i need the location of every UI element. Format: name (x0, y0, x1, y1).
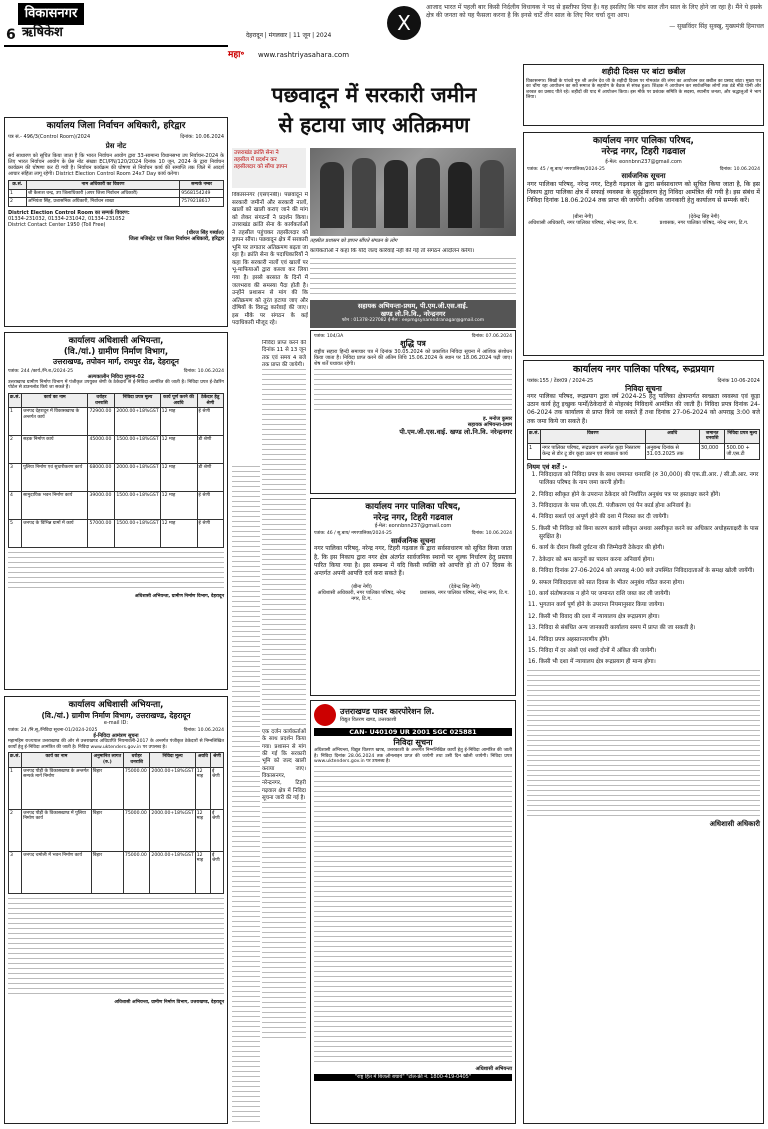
rw2-body: महामहिम राज्यपाल उत्तराखण्ड की ओर से उत्तराखण्ड अधिप्राप्ति नियमावली-2017 के अन्तर्गत पंजीकृत ठेकेदारों से निम्नलिखित कार्यों हेतु ई-निविदा आमंत्रित की जाती है। निविदा www.uktenders.gov.in पर उपलब्ध है। (8, 739, 224, 750)
rudra-table (527, 429, 760, 460)
shaheed-body: विकासनगर। सिखों के पांचवे गुरु श्री अर्जन देव जी के शहीदी दिवस पर गोमकांत की लंगर का आयोजन कर छबील का प्रसाद बांटा। मुख्य पथ का चौंगा रहा आयोजन का सर्व समाज के सहयोग के बैठक से संपन्न हुआ। शिक्षक ने आयोजन कर सार्वजनिक लोगों तक ठंडे मीठे पानी और शरबत का प्रसाद पीते रहे। शहीदों की याद में आयोजन किया। इस मौके पर प्रबंधक समिति के सदस्य, स्थानीय जनता, और श्रद्धालुओं ने भाग लिया। (526, 79, 761, 101)
rw2-date: दिनांक: 10.06.2024 (183, 728, 224, 733)
corr-label: पत्रांक: 104/3A (314, 334, 344, 339)
news-column-2 (310, 248, 516, 298)
rw2-title: कार्यालय अधिशासी अभियन्ता, (68, 700, 164, 710)
rw1-title2: (वि./यां.) ग्रामीण निर्माण विभाग, (63, 346, 169, 357)
col-header: धरोहर धनराशि (123, 753, 150, 767)
narrow-text-2: एक दर्जन कार्यकर्ताओं के साथ प्रदर्शन किया गया। प्रशासन से मांग की गई कि सरकारी भूमि को जल्द खाली कराया जाए। विकासनगर, नरेन्द्रनगर, टिहरी गढ़वाल क्षेत्र में निविदा सूचना जारी की गई है। (262, 729, 306, 801)
col-header: क्र.सं. (9, 393, 22, 407)
rw2-title2: (वि./यां.) ग्रामीण निर्माण विभाग, उत्तराखण्ड, देहरादून (41, 710, 191, 720)
npp-tehri2-body: नगर पालिका परिषद्, नरेन्द्र नगर, टिहरी गढ़वाल के द्वारा सर्वसाधारण को सूचित किया जाता है, कि इस निकाय द्वारा नगर क्षेत्र अंतर्गत सार्वजनिक स्थानों पर शुल्क निर्धारण हेतु प्रस्ताव पारित किया गया है। इस सम्बन्ध में यदि किसी व्यक्ति को आपत्ति हो तो 07 दिवस के अन्तर्गत अपनी आपत्ति दर्ज करा सकते हैं। (314, 545, 512, 577)
rudra-title: कार्यालय नगर पालिका परिषद, रूद्रप्रयाग (573, 364, 714, 375)
election-title: कार्यालय जिला निर्वाचन अधिकारी, हरिद्वार (46, 121, 186, 131)
upcl-notice (310, 700, 516, 1124)
list-item: 11. भुगतान कार्य पूर्ण होने के उपरान्त नियमानुसार किया जायेगा। (539, 601, 760, 609)
headline-bullets (232, 148, 306, 188)
npp-tehri-title: कार्यालय नगर पालिका परिषद, (593, 136, 694, 146)
shaheed-title: शहीदी दिवस पर बांटा छबील (601, 67, 686, 76)
rw1-date: दिनांक: 10.06.2024 (183, 368, 224, 374)
rudra-ref: पत्रांक:155 / टेंडर09 / 2024-25 (527, 377, 594, 384)
upcl-slogan: "राष्ट्र हित में बिजली बचायें" "टोल-फ्री नं. 1800-419-0405" (314, 1074, 512, 1080)
narrow-text-1: निविदा प्राप्त करने की दिनांक 11 से 13 जून तक एवं समय 4 बजे तक प्राप्त की जायेगी। (262, 340, 306, 368)
npp-tehri-ref: पत्रांक: 45 / सू.बाय/ नगरपालिका/2024-25 (527, 166, 605, 172)
col-header: निविदा मूल्य (150, 753, 195, 767)
election-ref: पत्र सं.- 496/3(Control Room)/2024 (8, 134, 91, 141)
corr-signer-desig: सहायक अभियन्ता-प्रथम (467, 422, 512, 429)
rural-works-notice-1 (4, 332, 228, 690)
corr-title: शुद्धि पत्र (400, 339, 426, 349)
table-row: 1 श्री कैलाश चन्द्र, उप जिलाधिकारी (अपर जिला निर्वाचन अधिकारी) 9568154249 (9, 189, 224, 198)
paper-name: विकासनगर (18, 3, 84, 25)
npp-tehri2-sig1: (बीना नेगी) (351, 583, 372, 590)
npp-rudraprayag-notice (523, 360, 764, 1124)
npp-tehri-email: ई-मेल: eonnbnn237@gmail.com (605, 158, 682, 165)
npp-tehri2-date: दिनांक: 10.06.2024 (471, 531, 512, 537)
corr-office: पी.एम.जी.एस.वाई. खण्ड लो.नि.वि. नरेन्द्रनगर (399, 428, 512, 437)
election-notice (4, 117, 228, 327)
election-date: दिनांक: 10.06.2024 (180, 134, 224, 141)
toll-free: District Contact Center 1950 (Toll Free) (8, 222, 106, 229)
col-header: ठेकेदार हेतु श्रेणी (197, 393, 224, 407)
npp-tehri-body: नगर पालिका परिषद्, नरेन्द्र नगर, टिहरी गढ़वाल के द्वारा सर्वसाधारण को सूचित किया जाता है, कि इस निकाय द्वारा पालिका क्षेत्र में सफाई व्यवस्था के सुदृढ़ीकरण हेतु निविदा आमंत्रित की गयी है। इस संबंध में निविदा दिनांक 18.06.2024 तक प्राप्त की जायेंगी। अधिक जानकारी हेतु कार्यालय से सम्पर्क करें। (527, 180, 760, 205)
main-headline (232, 80, 516, 146)
npp-tehri2-sig2: (देवेन्द्र सिंह नेगी) (449, 583, 480, 590)
col-header: धरोहर धनराशि (88, 393, 115, 407)
list-item: 8. निविदा दिनांक 27-06-2024 को अपराह्न 4:00 बजे उपस्थित निविदादाताओं के समक्ष खोली जायेंगी। (539, 567, 760, 575)
list-item: 2. निविदा स्वीकृत होने के उपरान्त ठेकेदार को निर्धारित अनुबंध पत्र पर हस्ताक्षर करने होंगे। (539, 491, 760, 499)
npp-tehri-title2: नरेन्द्र नगर, टिहरी गढवाल (601, 147, 686, 158)
col-header: निविदा प्रपत्र मूल्य (725, 429, 760, 443)
control-phones: 01334-231032, 01334-231042, 01334-231052 (8, 216, 125, 223)
corr-signer: ह. मनोज कुमार (483, 416, 512, 423)
rudra-terms-title: नियम एवं शर्तें :- (527, 462, 568, 471)
website: www.rashtriyasahara.com (258, 51, 350, 59)
npp-tehri-sig1-desig: अधिशासी अधिकारी, नगर पालिका परिषद, नरेन्द्र नगर, टि.ग. (527, 219, 638, 226)
list-item: 3. निविदादाता के पास जी.एस.टी. पंजीकरण एवं पैन कार्ड होना अनिवार्य है। (539, 502, 760, 510)
npp-tehri2-subtitle: सार्वजनिक सूचना (390, 536, 436, 545)
npp-tehri-notice (523, 132, 764, 356)
table-row: 4 सामुदायिक भवन निर्माण कार्य 39000.00 1500.00+18%GST 12 माह ई श्रेणी (9, 492, 224, 520)
masthead-left (4, 3, 228, 47)
headline-line1: पछवादून में सरकारी जमीन (271, 82, 477, 107)
col-header: जमानत धनराशि (699, 429, 725, 443)
control-room: District Election Control Room का सम्पर्क विवरण: (8, 210, 130, 217)
col-header: निविदा प्रपत्र मूल्य (115, 393, 160, 407)
npp-tehri-notice-2 (310, 498, 516, 696)
npp-tehri-subtitle: सार्वजनिक सूचना (621, 171, 666, 180)
list-item: 13. निविदा से संबंधित अन्य जानकारी कार्यालय समय में प्राप्त की जा सकती है। (539, 624, 760, 632)
rw1-title3: उत्तराखण्ड, तपोवन मार्ग, रायपुर रोड, देहरादून (53, 357, 179, 367)
table-row: 5 जनपद के विभिन्न ग्रामों में कार्य 57000.00 1500.00+18%GST 12 माह ई श्रेणी (9, 520, 224, 548)
list-item: 12. किसी भी विवाद की दशा में न्यायालय क्षेत्र रूद्रप्रयाग होगा। (539, 613, 760, 621)
col-header: क्र.सं. (528, 429, 541, 443)
pmgsy-subtitle: खण्ड लो.नि.वि., नरेन्द्रनगर (380, 310, 446, 319)
bullet-3: तहसीलदार को सौंपा ज्ञापन (234, 163, 288, 170)
bullet-1: उत्तराखंड क्रांति सेना ने (234, 150, 279, 156)
rw1-subtitle: अल्पकालीन निविदा सूचना-02 (87, 374, 145, 381)
pmgsy-title: सहायक अभियन्ता-प्रथम, पी.एम.जी.एस.वाई. (357, 302, 469, 310)
col-header: कार्य पूर्ण करने की अवधि (160, 393, 197, 407)
npp-tehri2-ref: पत्रांक: 46 / सू.बाय/ नगरपालिका/2024-25 (314, 531, 392, 537)
narrow-column (262, 340, 306, 1122)
table-row: 3 जनपद चमोली में भवन निर्माण कार्य बिहार 75000.00 2000.00+18%GST 12 माह ई श्रेणी (9, 851, 224, 893)
paper-sub: ऋषिकेश (22, 25, 63, 40)
table-row: 2 सड़क निर्माण कार्य 45000.00 1500.00+18%GST 12 माह डी श्रेणी (9, 436, 224, 464)
shaheed-box (523, 64, 764, 126)
list-item: 4. निविदा सशर्त एवं अपूर्ण होने की दशा में निरस्त कर दी जायेगी। (539, 513, 760, 521)
rural-works-notice-2 (4, 696, 228, 1124)
quote-author: — सुखविंदर सिंह सुक्खू, मुख्यमंत्री हिमाचल (669, 22, 764, 30)
dateline-bar (230, 30, 416, 46)
bullet-2: तहसील में प्रदर्शन कर (234, 156, 277, 163)
rw1-body: उत्तराखण्ड ग्रामीण निर्माण विभाग में पंजीकृत उपयुक्त श्रेणी के ठेकेदारों से ई-निविदा आमंत्रित की जाती है। निविदा प्रपत्र ई-टेंडरिंग पोर्टल से डाउनलोड किये जा सकते हैं। (8, 380, 224, 391)
rudra-subtitle: निविदा सूचना (625, 383, 662, 393)
table-row: 2 जनपद पौड़ी के विकासखण्ड में पुलिया निर्माण कार्य बिहार 75000.00 2000.00+18%GST 12 माह ई श्रेणी (9, 809, 224, 851)
rw2-subtitle: ई-निविदा आमंत्रण सूचना (93, 733, 139, 740)
npp-tehri-sig2-desig: प्रशासक, नगर पालिका परिषद, नरेन्द्र नगर, टि.ग. (659, 219, 749, 226)
npp-tehri2-sig1-desig: अधिशासी अधिकारी, नगर पालिका परिषद, नरेन्द्र नगर, टि.ग. (317, 589, 406, 602)
col-header: विवरण (541, 429, 645, 443)
upcl-title: उत्तराखण्ड पावर कारपोरेशन लि. (340, 707, 435, 716)
rudra-date: दिनांक 10-06-2024 (717, 377, 760, 384)
table-row: 1 जनपद पौड़ी के विकासखण्ड के अन्तर्गत सम्पर्क मार्ग निर्माण बिहार 75000.00 2000.00+18%GST 12 माह ई श्रेणी (9, 767, 224, 809)
rw2-footer: अधिशासी अभियन्ता, ग्रामीण निर्माण विभाग, उत्तराखण्ड, देहरादून (114, 999, 224, 1005)
col-header: अवधि (645, 429, 699, 443)
left-narrow-fill (232, 466, 260, 1122)
photo-caption: तहसील प्रशासन को ज्ञापन सौंपते संगठन के लोग (310, 238, 398, 244)
rw2-email: e-mail ID: (103, 720, 129, 726)
upcl-footer: अधिशासी अभियन्ता (475, 1066, 512, 1073)
quote-box (426, 4, 764, 58)
brand-logo: महा॰ (228, 50, 245, 60)
rudra-footer: अधिशासी अधिकारी (709, 819, 760, 828)
npp-tehri2-email: ई-मेल: eonnbnn237@gmail.com (374, 523, 452, 530)
rw1-footer: अधिशासी अभियन्ता, ग्रामीण निर्माण विभाग, देहरादून (134, 594, 224, 600)
col-header: क्र.सं. (9, 753, 22, 767)
headline-line2: से हटाया जाए अतिक्रमण (278, 112, 470, 137)
rw2-ref: पत्रांक: 24 /नि.सू./निविदा सूचना-01/2024-2025 (8, 728, 98, 733)
npp-tehri-date: दिनांक: 10.06.2024 (719, 166, 760, 172)
col-header: नाम अधिकारी का विवरण (26, 181, 179, 190)
npp-tehri2-sig2-desig: प्रशासक, नगर पालिका परिषद, नरेन्द्र नगर, टि.ग. (420, 589, 509, 596)
rudra-terms-list (527, 471, 760, 667)
upcl-logo-icon (314, 704, 336, 726)
list-item: 15. निविदा में दर अंकों एवं शब्दों दोनों में अंकित की जायेगी। (539, 647, 760, 655)
election-subtitle: प्रेस नोट (105, 142, 127, 151)
election-signer: (धीरज सिंह गर्ब्याल) (186, 230, 224, 237)
list-item: 7. ठेकेदार को श्रम कानूनों का पालन करना अनिवार्य होगा। (539, 556, 760, 564)
col-header: सम्पर्क नम्बर (180, 181, 224, 190)
list-item: 16. किसी भी दशा में न्यायालय क्षेत्र रूद्रप्रयाग ही मान्य होगा। (539, 658, 760, 666)
pmgsy-phone: फोन : 01378-227082 ई-मेल : eepmgsynarendranagar@gmail.com (341, 318, 485, 324)
list-item: 14. निविदा प्रपत्र अहस्तान्तरणीय होंगे। (539, 636, 760, 644)
news-photo (310, 148, 516, 236)
x-logo-icon: X (387, 6, 421, 40)
col-header: कार्य का नाम (22, 393, 88, 407)
corr-date: दिनांक: 07.06.2024 (471, 334, 512, 339)
table-row: 1 नगर पालिका परिषद, रूद्रप्रयाग अन्तर्गत कूड़ा निस्तारण केन्द्र से डोर टू डोर कूड़ा उठान एवं स्वच्छता कार्य अनुबन्ध दिनांक से 31.03.2025 तक 30,000 500.00 + जी.एस.टी (528, 444, 760, 460)
upcl-cin: CAN- U40109 UR 2001 SGC 025881 (314, 728, 512, 736)
table-row: 3 पुलिया निर्माण एवं सुधारीकरण कार्य 68000.00 2000.00+18%GST 12 माह डी श्रेणी (9, 464, 224, 492)
election-signer-desig: जिला मजिस्ट्रेट एवं जिला निर्वाचन अधिकारी, हरिद्वार (128, 236, 224, 243)
list-item: 5. किसी भी निविदा को बिना कारण बताये स्वीकृत अथवा अस्वीकृत करने का अधिकार अधोहस्ताक्षरी के पास सुरक्षित है। (539, 525, 760, 542)
rw1-ref: पत्रांक: 244 /कार्य./नि.ब./2024-25 (8, 368, 74, 374)
npp-tehri-sig1: (बीना नेगी) (572, 213, 594, 220)
col-header: क्र.सं. (9, 181, 27, 190)
page-number: 6 (6, 27, 16, 43)
list-item: 10. कार्य संतोषजनक न होने पर जमानत राशि जब्त कर ली जायेगी। (539, 590, 760, 598)
upcl-subtitle: विद्युत वितरण खण्ड, उत्तरकाशी (340, 717, 397, 723)
election-table (8, 180, 224, 207)
rw1-table (8, 393, 224, 548)
rudra-body: नगर पालिका परिषद, रूद्रप्रयाग द्वारा वर्ष 2024-25 हेतु पालिका क्षेत्रान्तर्गत स्वच्छता व्यवस्था एवं कूड़ा उठान कार्य हेतु इच्छुक फर्मों/ठेकेदारों से मोहरबंद निविदायें आमंत्रित की जाती हैं। निविदा प्रपत्र दिनांक 24-06-2024 तक कार्यालय से प्राप्त किये जा सकते हैं तथा दिनांक 27-06-2024 को अपराह्न 3:00 बजे तक जमा किये जा सकते हैं। (527, 393, 760, 425)
rw2-table (8, 752, 224, 893)
upcl-notice-title: निविदा सूचना (393, 738, 433, 748)
list-item: 9. सफल निविदादाता को सात दिवस के भीतर अनुबंध गठित करना होगा। (539, 579, 760, 587)
news-body: विकासनगर (एसएनबी)। पछवादून में सरकारी जमीनों और सरकारी नालों, खालों को खाली कराए जाने की मांग को लेकर संगठनों ने प्रदर्शन किया। उत्तराखंड क्रांति सेना के कार्यकर्ताओं ने तहसील पहुंचकर तहसीलदार को ज्ञापन सौंपा। पछवादून क्षेत्र में सरकारी भूमि पर लगातार अतिक्रमण बढ़ता जा रहा है। क्रांति सेना के पदाधिकारियों ने कहा कि सरकारी नालों एवं खालों पर भू-माफियाओं द्वारा कब्जा कर लिया गया है। इससे बरसात के दिनों में जलभराव की समस्या पैदा होती है। उन्होंने प्रशासन से मांग की कि अतिक्रमण को तुरंत हटाया जाए और दोषियों के विरुद्ध कार्रवाई की जाए। इस मौके पर संगठन के कई पदाधिकारी मौजूद रहे। (232, 192, 308, 327)
dateline: देहरादून | मंगलवार | 11 जून | 2024 (246, 32, 332, 39)
table-row: 1 जनपद देहरादून में विकासखण्ड के अन्तर्गत कार्य 72900.00 2000.00+18%GST 12 माह ई श्रेणी (9, 408, 224, 436)
npp-tehri2-title: कार्यालय नगर पालिका परिषद, (365, 502, 461, 512)
col-header: कार्य का नाम (22, 753, 92, 767)
col-header: श्रेणी (210, 753, 223, 767)
corr-body: राष्ट्रीय सहारा हिन्दी समाचार पत्र में दिनांक 30.05.2024 को प्रकाशित निविदा सूचना में आंशिक संशोधन किया जाता है। निविदा प्राप्त करने की अंतिम तिथि 15.06.2024 के स्थान पर 18.06.2024 पढ़ी जाए। शेष शर्तें यथावत रहेंगी। (314, 349, 512, 368)
quote-text: आजाद भारत में पहली बार किसी निर्दलीय विधायक ने पद से इस्तीफा दिया है। यह इसलिए कि पांच साल तीन साल के लिए होने जा रहा है। मैंने ये इसके क्षेत्र की जनता को यह फैसला करना है कि इनसे चार्टें तीन साल के लिए फिर चर्चा दूना आप। (426, 4, 762, 20)
npp-tehri2-title2: नरेन्द्र नगर, टिहरी गढवाल (373, 512, 453, 523)
pmgsy-header (310, 300, 516, 328)
rw1-title: कार्यालय अधिशासी अभियन्ता, (68, 336, 164, 346)
list-item: 1. निविदादाता को निविदा प्रपत्र के साथ जमानत धनराशि (रु 30,000) की एफ.डी.आर. / सी.डी.आर. नगर पालिका परिषद के नाम जमा करनी होगी। (539, 471, 760, 488)
news-body-2: कार्यकर्ताओं ने कहा कि यदि जल्द कार्रवाई नहीं की गई तो संगठन आंदोलन करेगा। (310, 248, 475, 254)
election-body: सर्व साधारण को सूचित किया जाता है कि भारत निर्वाचन आयोग द्वारा 33-सामान्य विधानसभा उप निर्वाचन-2024 के लिए भारत निर्वाचन आयोग के प्रेस नोट संख्या ECI/PN/120/2024 दिनांक 10 जून, 2024 के द्वारा निर्वाचन कार्यक्रम की घोषणा कर दी गयी है। निर्वाचन कार्यक्रम की घोषणा से निर्वाचन कार्य की समाप्ति तक जिले में आदर्श आचार संहिता लागू रहेगी। District Election Control Room 24x7 Day कार्य करेगा। (8, 153, 224, 177)
npp-tehri-sig2: (देवेन्द्र सिंह नेगी) (688, 213, 720, 220)
list-item: 6. कार्य के दौरान किसी दुर्घटना की जिम्मेदारी ठेकेदार की होगी। (539, 544, 760, 552)
upcl-body: अधिशासी अभियन्ता, विद्युत वितरण खण्ड, उत्तरकाशी के अन्तर्गत निम्नलिखित कार्यों हेतु ई-निविदा आमंत्रित की जाती है। निविदा दिनांक 28.06.2024 तक ऑनलाइन प्राप्त की जायेगी तथा उसी दिन खोली जायेगी। निविदा प्रपत्र www.uktenders.gov.in पर उपलब्ध है। (314, 748, 512, 764)
correction-notice (310, 330, 516, 494)
col-header: अवधि (195, 753, 210, 767)
table-row: 2 अभियंता सिंह, प्रशासनिक अधिकारी, निर्वाचन शाखा 7579218617 (9, 198, 224, 207)
col-header: अनुमानित लागत (रु.) (91, 753, 123, 767)
